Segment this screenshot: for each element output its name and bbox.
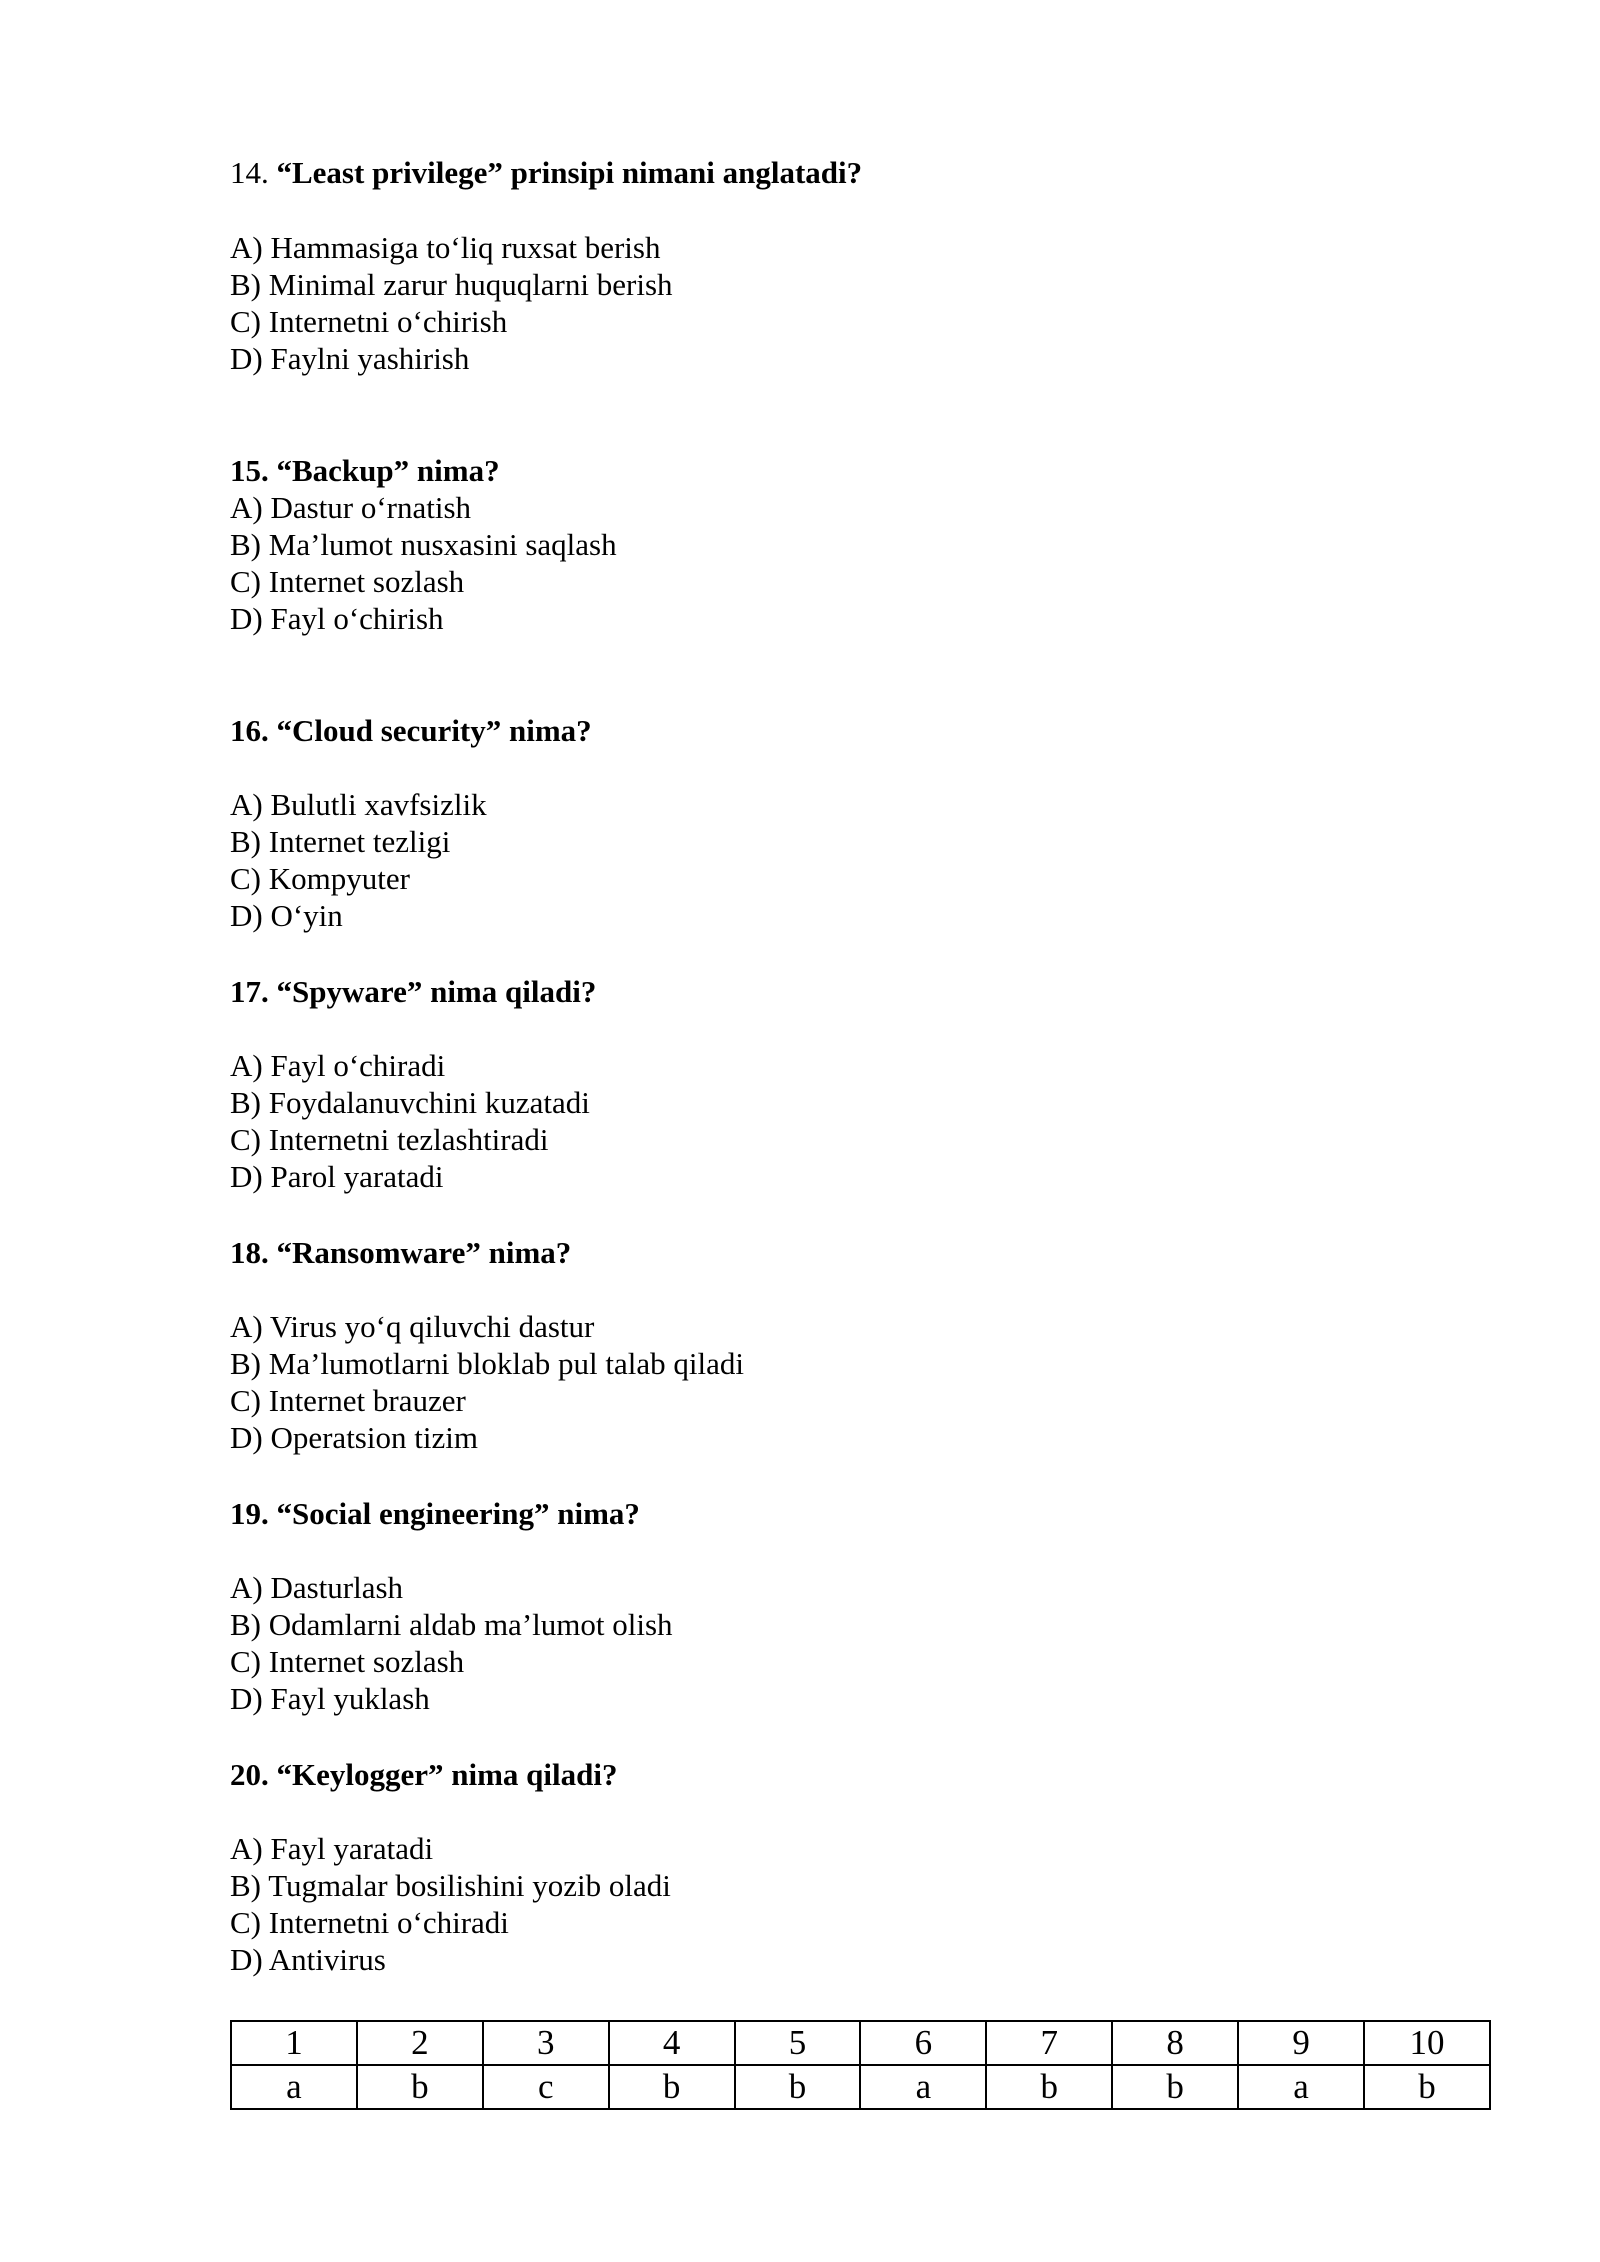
answer-key-answer: b [1364, 2065, 1490, 2109]
question-16-option-d: D) O‘yin [230, 898, 343, 933]
question-17-option-d: D) Parol yaratadi [230, 1159, 444, 1194]
question-16-option-a: A) Bulutli xavfsizlik [230, 787, 487, 822]
answer-key-answer: a [231, 2065, 357, 2109]
question-19-option-c: C) Internet sozlash [230, 1644, 465, 1679]
question-15-option-b: B) Ma’lumot nusxasini saqlash [230, 527, 617, 562]
question-text: “Backup” nima? [276, 453, 500, 488]
question-14-option-c: C) Internetni o‘chirish [230, 304, 508, 339]
question-20-option-d: D) Antivirus [230, 1942, 386, 1977]
answer-key-number: 4 [609, 2021, 735, 2065]
answer-key-number: 8 [1112, 2021, 1238, 2065]
question-text: “Social engineering” nima? [276, 1496, 640, 1531]
answer-key-answer: b [1112, 2065, 1238, 2109]
answer-key-table [230, 2020, 1491, 2110]
question-16-option-b: B) Internet tezligi [230, 824, 451, 859]
question-17-option-b: B) Foydalanuvchini kuzatadi [230, 1085, 590, 1120]
question-17-option-a: A) Fayl o‘chiradi [230, 1048, 446, 1083]
answer-key-number: 3 [483, 2021, 609, 2065]
question-number: 14. [230, 155, 269, 190]
question-number: 20. [230, 1757, 269, 1792]
question-number: 15. [230, 453, 269, 488]
question-text: “Spyware” nima qiladi? [276, 974, 597, 1009]
question-14-option-a: A) Hammasiga to‘liq ruxsat berish [230, 230, 661, 265]
question-17-option-c: C) Internetni tezlashtiradi [230, 1122, 549, 1157]
question-18-title [230, 1234, 571, 1271]
question-14-title [230, 154, 862, 191]
answer-key-number: 10 [1364, 2021, 1490, 2065]
answer-key-number: 5 [735, 2021, 861, 2065]
question-15-title [230, 452, 500, 489]
answer-key-answer: b [357, 2065, 483, 2109]
question-number: 17. [230, 974, 269, 1009]
question-text: “Keylogger” nima qiladi? [276, 1757, 618, 1792]
question-text: “Least privilege” prinsipi nimani anglatadi? [276, 155, 863, 190]
question-17-title [230, 973, 596, 1010]
question-19-option-b: B) Odamlarni aldab ma’lumot olish [230, 1607, 673, 1642]
answer-key-number: 1 [231, 2021, 357, 2065]
question-16-option-c: C) Kompyuter [230, 861, 410, 896]
answer-key-answer: b [986, 2065, 1112, 2109]
question-15-option-a: A) Dastur o‘rnatish [230, 490, 472, 525]
answer-key-number: 7 [986, 2021, 1112, 2065]
question-16-title [230, 712, 592, 749]
question-18-option-b: B) Ma’lumotlarni bloklab pul talab qiladi [230, 1346, 744, 1381]
question-20-option-b: B) Tugmalar bosilishini yozib oladi [230, 1868, 671, 1903]
question-15-option-c: C) Internet sozlash [230, 564, 465, 599]
question-14-option-b: B) Minimal zarur huquqlarni berish [230, 267, 673, 302]
question-20-option-c: C) Internetni o‘chiradi [230, 1905, 509, 1940]
question-text: “Cloud security” nima? [276, 713, 592, 748]
question-18-option-c: C) Internet brauzer [230, 1383, 466, 1418]
question-19-option-a: A) Dasturlash [230, 1570, 404, 1605]
question-14-option-d: D) Faylni yashirish [230, 341, 470, 376]
answer-key-number: 6 [860, 2021, 986, 2065]
answer-key-numbers-row [231, 2021, 1490, 2065]
question-20-title [230, 1756, 618, 1793]
question-number: 18. [230, 1235, 269, 1270]
question-18-option-d: D) Operatsion tizim [230, 1420, 478, 1455]
answer-key-answer: b [609, 2065, 735, 2109]
question-15-option-d: D) Fayl o‘chirish [230, 601, 444, 636]
question-number: 16. [230, 713, 269, 748]
answer-key-number: 2 [357, 2021, 483, 2065]
question-number: 19. [230, 1496, 269, 1531]
answer-key-answer: a [860, 2065, 986, 2109]
answer-key-answers-row [231, 2065, 1490, 2109]
question-19-title [230, 1495, 640, 1532]
question-20-option-a: A) Fayl yaratadi [230, 1831, 434, 1866]
question-18-option-a: A) Virus yo‘q qiluvchi dastur [230, 1309, 595, 1344]
answer-key-answer: b [735, 2065, 861, 2109]
answer-key-number: 9 [1238, 2021, 1364, 2065]
answer-key-answer: c [483, 2065, 609, 2109]
question-19-option-d: D) Fayl yuklash [230, 1681, 430, 1716]
answer-key-answer: a [1238, 2065, 1364, 2109]
question-text: “Ransomware” nima? [276, 1235, 572, 1270]
